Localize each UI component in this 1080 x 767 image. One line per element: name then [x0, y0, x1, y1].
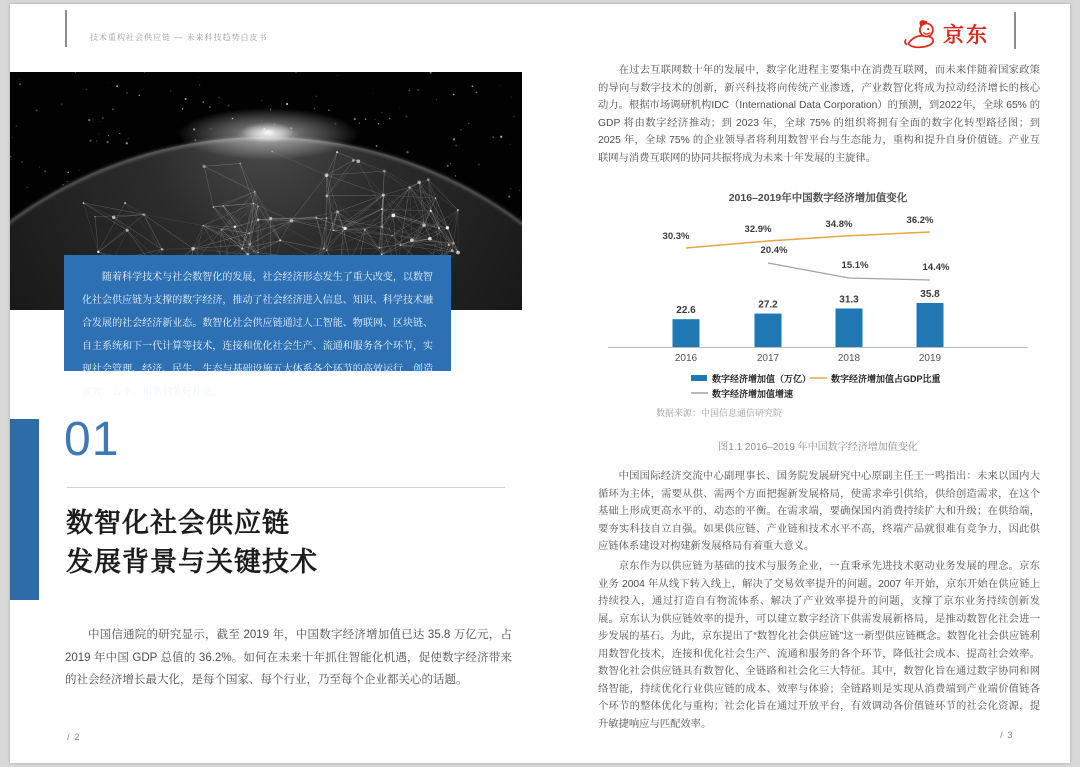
gdp-share-label: 36.2% — [906, 215, 934, 227]
document-title: 技术重构社会供应链 — 未来科技趋势白皮书 — [90, 33, 268, 42]
jd-mascot-icon — [903, 18, 939, 51]
gdp-share-label: 30.3% — [662, 231, 690, 243]
bar-value-label: 27.2 — [758, 299, 778, 311]
figure-caption: 图1.1 2016–2019 年中国数字经济增加值变化 — [718, 442, 918, 453]
bar-2016 — [673, 319, 700, 347]
right-paragraph-2: 中国国际经济交流中心副理事长、国务院发展研究中心原副主任王一鸣指出：未来以国内大循环为主体，需要从供、需两个方面把握新发展格局，使需求牵引供给，供给创造需求，在这个基础上形成更高水平的、动态的平衡。在需求端，要确保国内消费持续扩大和升级；在供给端，要夯实科技自立自强。如果供应链、产业链和技术水平不高，终端产品就很难有竞争力，因此供应链体系建设对构建新发展格局有着重大意义。 — [598, 471, 1040, 552]
x-tick-label: 2019 — [918, 353, 942, 364]
legend-label-gdp-line: 数字经济增加值占GDP比重 — [831, 374, 941, 384]
x-tick-label: 2017 — [756, 353, 780, 364]
gdp-share-line — [686, 232, 930, 248]
x-tick-label: 2016 — [674, 353, 698, 364]
bar-value-label: 31.3 — [839, 294, 859, 306]
jd-logo — [903, 16, 1011, 52]
gdp-share-label: 34.8% — [825, 218, 853, 230]
header-divider-left — [65, 10, 67, 47]
growth-rate-label: 14.4% — [922, 262, 950, 274]
digital-economy-chart — [598, 188, 1038, 427]
brand-name: 京东 — [943, 24, 989, 47]
bar-2018 — [836, 309, 863, 347]
bar-2017 — [755, 314, 782, 347]
x-tick-label: 2018 — [837, 353, 861, 364]
legend-label-bar: 数字经济增加值（万亿） — [712, 374, 812, 384]
legend-label-growth-line: 数字经济增加值增速 — [712, 389, 794, 399]
legend-swatch-bar — [691, 375, 707, 381]
chapter-title-line2: 发展背景与关键技术 — [66, 547, 318, 577]
chart-source-note: 数据来源：中国信息通信研究院 — [656, 408, 783, 418]
page-number-right: / 3 — [1000, 730, 1014, 741]
growth-rate-label: 20.4% — [760, 245, 788, 257]
bar-value-label: 22.6 — [676, 305, 696, 317]
growth-rate-label: 15.1% — [841, 260, 869, 272]
chapter-number: 01 — [64, 413, 120, 466]
right-paragraph-3: 京东作为以供应链为基础的技术与服务企业，一直秉承先进技术驱动业务发展的理念。京东业务 2004 年从线下转入线上，解决了交易效率提升的问题。2007 年开始，京东开始在供应链上持续投入，通过打造自有物流体系、解决了产业效率提升的问题，支撑了京东业务持续创新发展。京东认为供应链效率的提升，可以建立数字经济下供需发展新格局，是推动数智化社会进一步发展的基石。为此，京东提出了“数智化社会供应链”这一新型供应链概念。数智化社会供应链利用数智化技术，连接和优化社会生产、流通和服务的各个环节，降低社会成本、提高社会效率。数智化社会供应链具有数智化、全链路和社会化三大特征。其中，数智化旨在通过数字协同和网络智能，持续优化行业供应链的成本、效率与体验；全链路则是实现从消费端到产业端价值链各个环节的整体优化与重构；社会化旨在通过开放平台，有效调动各价值链环节的社会化资源，提升敏捷响应与匹配效率。 — [598, 561, 1040, 730]
hero-quote-box: 随着科学技术与社会数智化的发展，社会经济形态发生了重大改变，以数智化社会供应链为支撑的数字经济，推动了社会经济进入信息、知识、科学技术融合发展的社会经济新业态。数智化社会供应链通过人工智能、物联网、区块链、自主系统和下一代计算等技术，连接和优化社会生产、流通和服务各个环节，实现社会管理、经济、民生、生态与基础设施五大体系各个环节的高效运行，创造高效、公平、和谐的美好社会。 — [64, 255, 451, 371]
gdp-share-label: 32.9% — [744, 223, 772, 235]
chapter-title-line1: 数智化社会供应链 — [66, 508, 290, 538]
chapter-rule — [67, 487, 505, 488]
chapter-side-bar — [10, 419, 39, 600]
page-number-left: / 2 — [67, 732, 81, 743]
chart-canvas — [598, 188, 1038, 422]
bar-value-label: 35.8 — [920, 288, 940, 300]
right-paragraph-1: 在过去互联网数十年的发展中，数字化进程主要集中在消费互联网，而未来伴随着国家政策的导向与数字技术的创新，新兴科技将向传统产业渗透，产业数智化将成为拉动经济增长的核心动力。根据市场调研机构IDC（International Data Corporation）的预测，到2022年，全球 65% 的 GDP 将由数字经济推动；到 2023 年，全球 75% 的组织将拥有全面的数字化转型路径图；到 2025 年，全球 75% 的企业领导者将利用数智平台与生态能力，重构和提升自身价值链。产业互联网与消费互联网的协同共振将成为未来十年发展的主旋律。 — [598, 65, 1040, 164]
left-page-paragraph: 中国信通院的研究显示，截至 2019 年，中国数字经济增加值已达 35.8 万亿元，占 2019 年中国 GDP 总值的 36.2%。如何在未来十年抓住智能化机遇，促使数字经济带来的社会经济增长最大化，是每个国家、每个行业，乃至每个企业都关心的话题。 — [65, 629, 512, 686]
header-divider-right — [1014, 12, 1016, 49]
chapter-title — [66, 504, 318, 582]
bar-2019 — [917, 303, 944, 347]
whitepaper-spread — [10, 4, 1070, 763]
chart-title: 2016–2019年中国数字经济增加值变化 — [728, 192, 908, 204]
